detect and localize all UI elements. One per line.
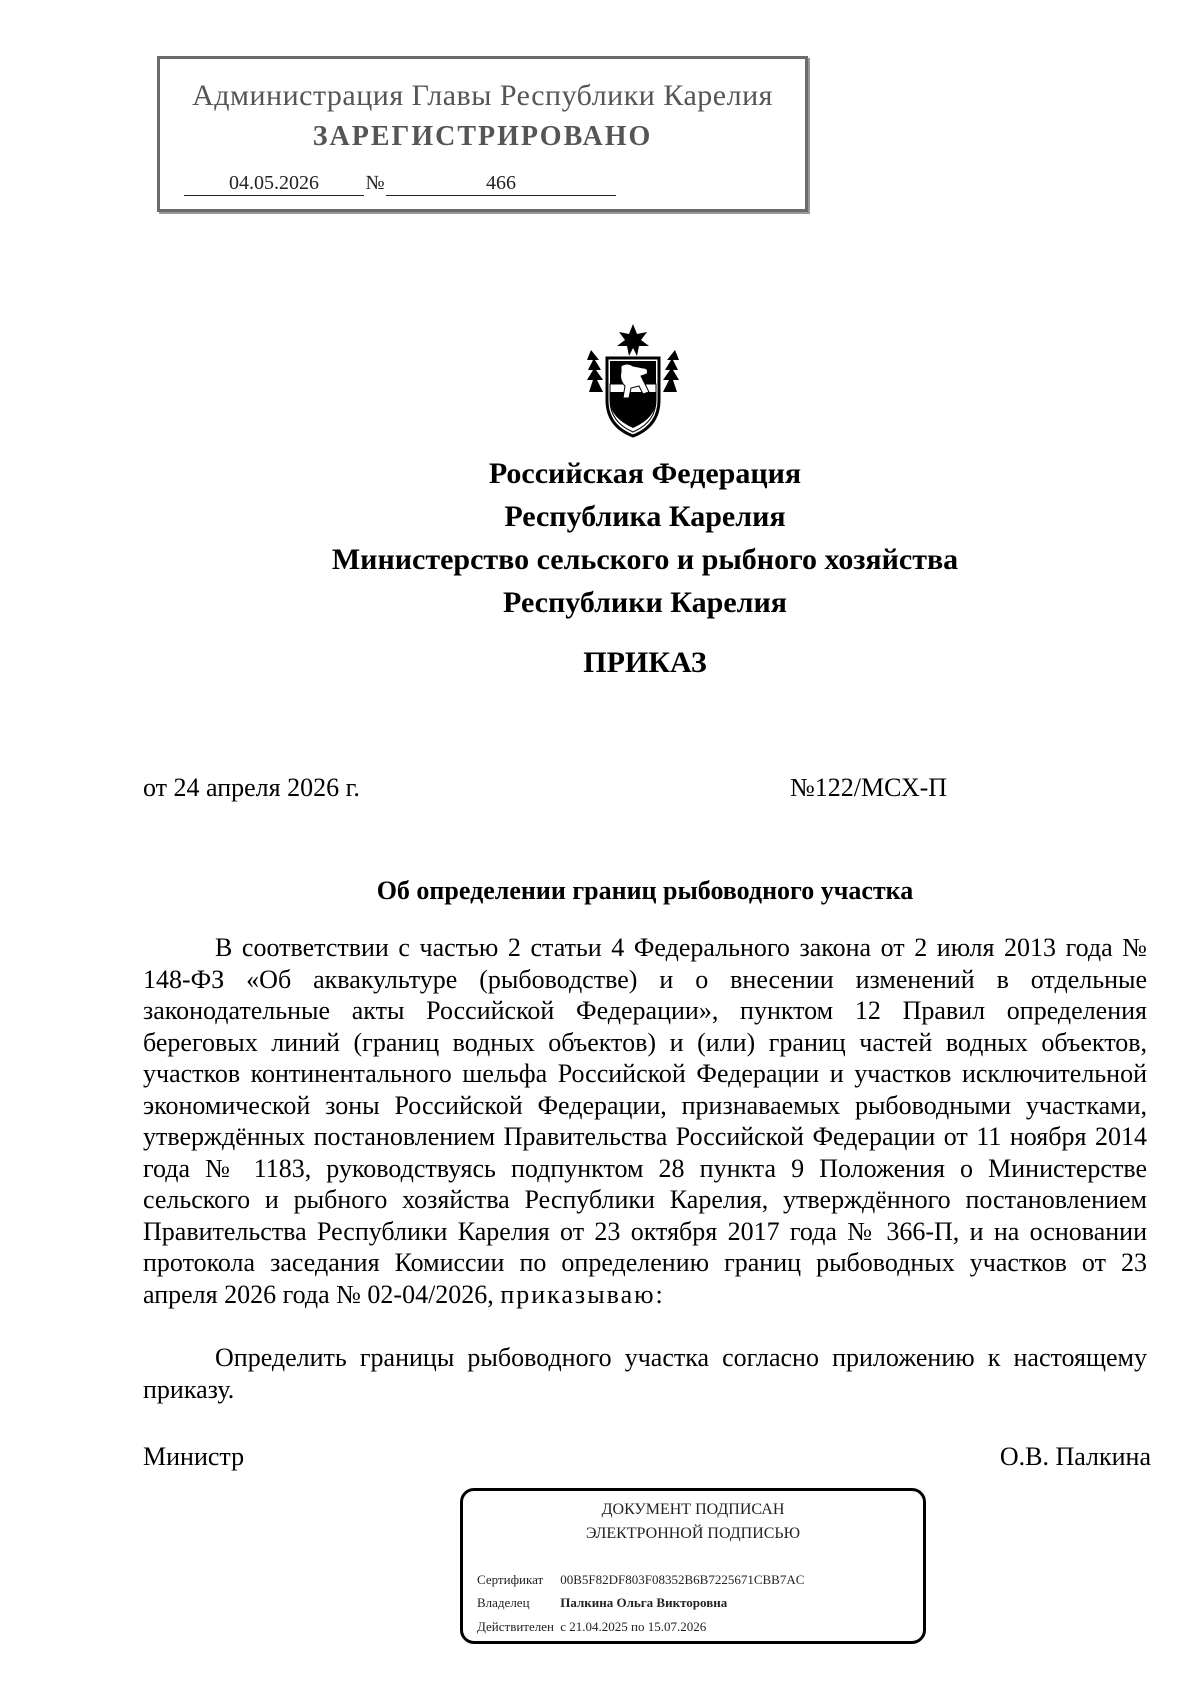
header-country: Российская Федерация: [488, 457, 802, 490]
registration-org: Администрация Главы Республики Карелия: [192, 79, 773, 112]
electronic-signature-stamp: [460, 1488, 926, 1644]
registration-stamp: [157, 56, 808, 212]
esig-certificate-row: [477, 1572, 804, 1588]
karelia-coat-of-arms-icon: [583, 322, 683, 440]
body-paragraph-2: Определить границы рыбоводного участка согласно приложению к настоящему приказу.: [143, 1343, 1147, 1404]
document-type: ПРИКАЗ: [583, 646, 707, 679]
esig-certificate-value: 00B5F82DF803F08352B6B7225671CBB7AC: [560, 1572, 805, 1587]
esig-owner-row: [477, 1595, 727, 1611]
registration-status: ЗАРЕГИСТРИРОВАНО: [312, 121, 653, 152]
header-block: [0, 452, 1200, 624]
esig-validity-row: [477, 1619, 706, 1635]
header-republic: Республика Карелия: [504, 500, 786, 533]
esig-owner-value: Палкина Ольга Викторовна: [560, 1595, 728, 1610]
registration-number-label: №: [365, 172, 385, 194]
order-date: от 24 апреля 2026 г.: [143, 773, 360, 802]
order-subject: Об определении границ рыбоводного участка: [376, 876, 914, 905]
signer-name: О.В. Палкина: [999, 1442, 1151, 1471]
esig-title-1: ДОКУМЕНТ ПОДПИСАН: [601, 1501, 785, 1518]
header-ministry-region: Республики Карелия: [503, 586, 787, 619]
header-ministry: Министерство сельского и рыбного хозяйства: [331, 543, 959, 576]
registration-number: 466: [386, 172, 616, 196]
body-paragraph-1-text: В соответствии с частью 2 статьи 4 Федерального закона от 2 июля 2013 года № 148-ФЗ «Об аквакультуре (рыбоводстве) и о внесении изменений в отдельные законодательные акты Российской Федерации», пунктом 12 Правил определения береговых линий (границ водных объектов) и (или) границ частей водных объектов, участков континентального шельфа Российской Федерации и участков исключительной экономической зоны Российской Федерации, признаваемых рыбоводными участками, утверждённых постановлением Правительства Российской Федерации от 11 ноября 2014 года № 1183, руководствуясь подпунктом 28 пункта 9 Положения о Министерстве сельского и рыбного хозяйства Республики Карелия, утверждённого постановлением Правительства Республики Карелия от 23 октября 2017 года № 366-П, и на основании протокола заседания Комиссии по определению границ рыбоводных участков от 23 апреля 2026 года № 02-04/2026,: [143, 933, 1147, 1309]
registration-date: 04.05.2026: [184, 172, 364, 196]
esig-certificate-label: Сертификат: [477, 1572, 544, 1587]
signer-position: Министр: [143, 1442, 245, 1471]
esig-title-2: ЭЛЕКТРОННОЙ ПОДПИСЬЮ: [585, 1525, 801, 1542]
esig-validity-label: Действителен: [477, 1619, 554, 1634]
body-paragraph-1: [143, 932, 1147, 1310]
registration-line: [184, 172, 616, 196]
order-number: №122/МСХ-П: [790, 773, 948, 802]
body-order-word: приказываю:: [500, 1279, 665, 1309]
esig-owner-label: Владелец: [477, 1595, 530, 1610]
esig-validity-value: с 21.04.2025 по 15.07.2026: [560, 1619, 707, 1634]
